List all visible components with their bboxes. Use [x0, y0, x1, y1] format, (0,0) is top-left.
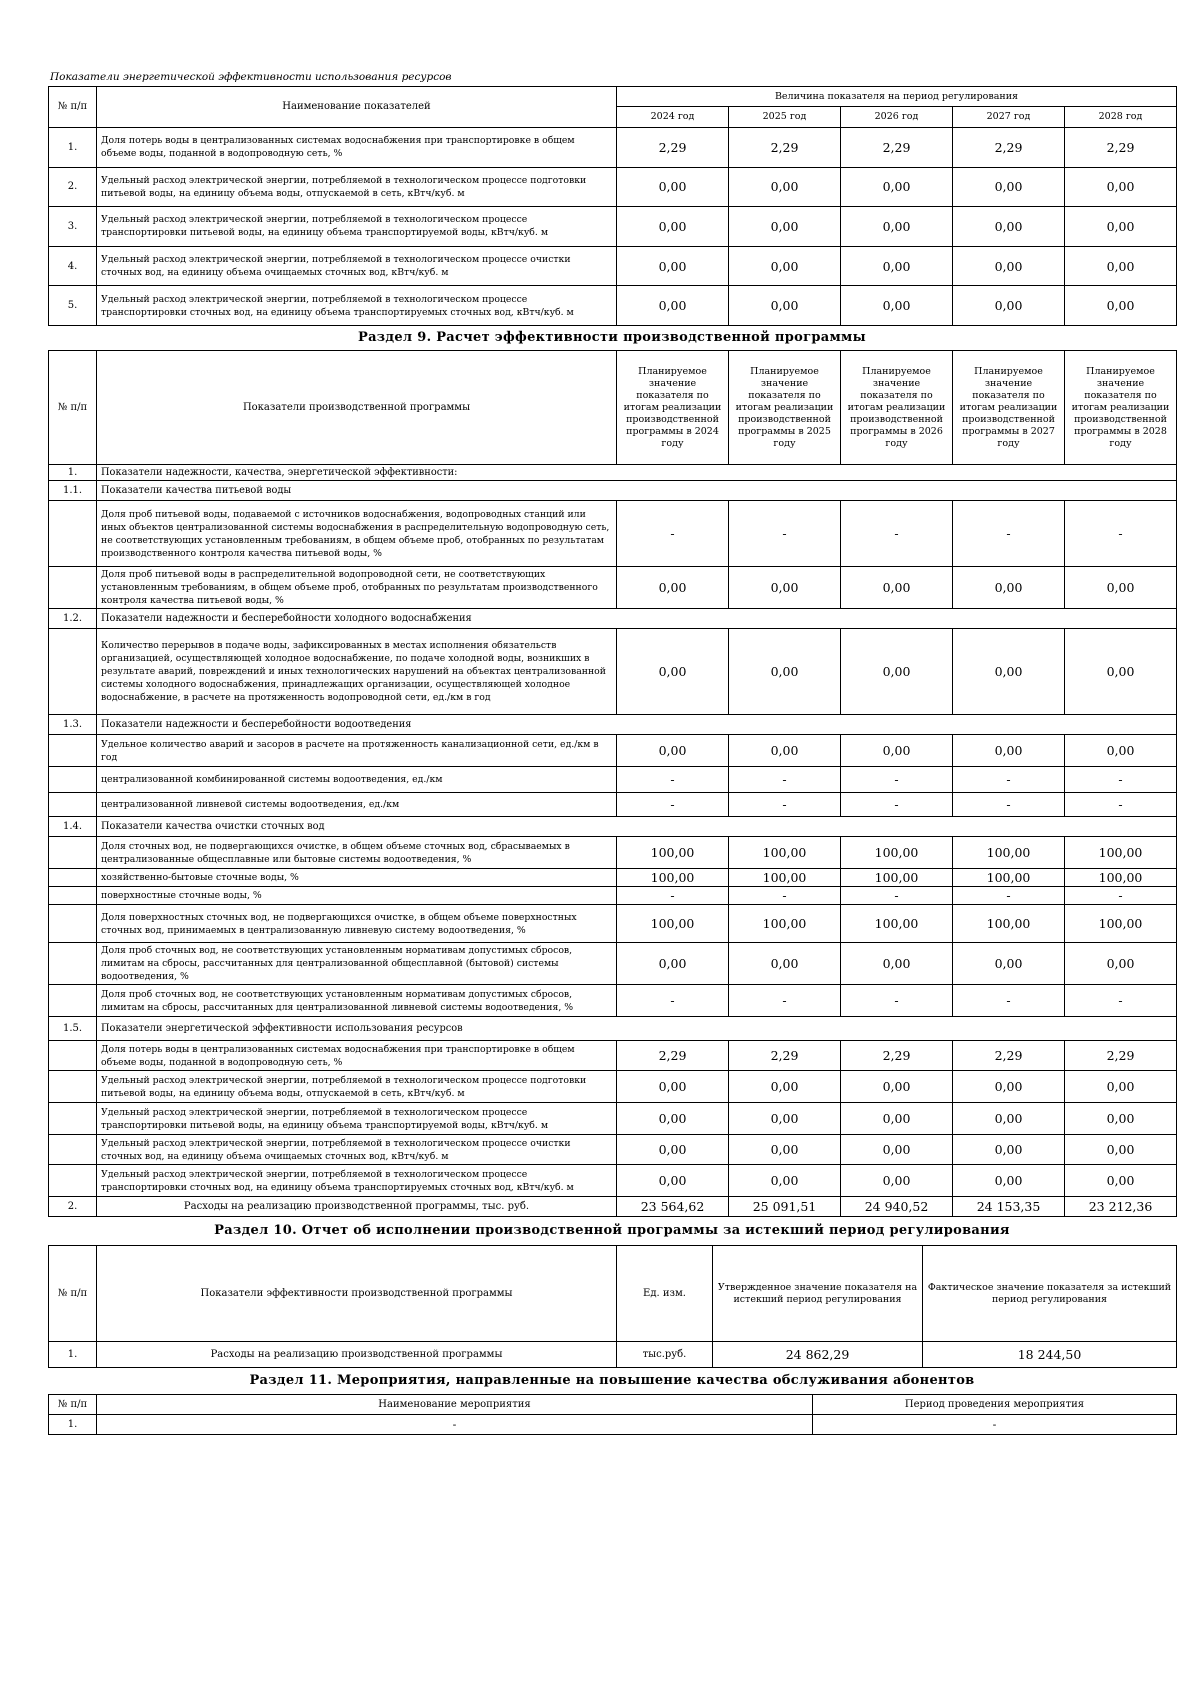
section-heading: Показатели энергетической эффективности использования ресурсов — [97, 1017, 1177, 1041]
row-text: Удельный расход электрической энергии, потребляемой в технологическом процессе очистки сточных вод, на единицу объема очищаемых сточных вод, кВтч/куб. м — [97, 1135, 617, 1165]
row-value: 0,00 — [953, 1071, 1065, 1103]
table-row — [49, 246, 1177, 286]
s10-header-actual: Фактическое значение показателя за истекший период регулирования — [923, 1246, 1177, 1342]
section11-table — [48, 1394, 1177, 1435]
row-value: - — [617, 501, 729, 567]
table-row — [49, 127, 1177, 167]
row-value: 0,00 — [1065, 735, 1177, 767]
row-num — [49, 1103, 97, 1135]
row-num: 1.1. — [49, 481, 97, 501]
section-heading: Показатели надежности и бесперебойности холодного водоснабжения — [97, 609, 1177, 629]
table-row — [49, 1197, 1177, 1217]
row-num — [49, 905, 97, 943]
row-num — [49, 501, 97, 567]
row-text: Доля потерь воды в централизованных системах водоснабжения при транспортировке в общем объеме воды, поданной в водопроводную сеть, % — [97, 127, 617, 167]
row-value: 0,00 — [729, 207, 841, 247]
header-year: 2024 год — [617, 107, 729, 127]
row-value: 0,00 — [841, 943, 953, 985]
row-num — [49, 1041, 97, 1071]
row-num: 1. — [49, 465, 97, 481]
row-value: 0,00 — [1065, 286, 1177, 326]
section-row — [49, 715, 1177, 735]
s9-header-name: Показатели производственной программы — [97, 351, 617, 465]
row-value: 0,00 — [729, 286, 841, 326]
row-num — [49, 567, 97, 609]
row-value: 2,29 — [953, 127, 1065, 167]
row-num: 2. — [49, 167, 97, 207]
row-value: 0,00 — [841, 1135, 953, 1165]
row-text: Доля проб питьевой воды, подаваемой с источников водоснабжения, водопроводных станций или иных объектов централизованной системы водоснабжения в распределительную водопроводную сеть, не соответствующих установленным требованиям, в общем объеме проб, отобранных по результатам производственного контроля качества питьевой воды, % — [97, 501, 617, 567]
row-value: 0,00 — [1065, 207, 1177, 247]
row-value: 100,00 — [729, 869, 841, 887]
row-value: - — [953, 887, 1065, 905]
table-row — [49, 767, 1177, 793]
table-row — [49, 1103, 1177, 1135]
row-value: - — [1065, 887, 1177, 905]
s10-row-name: Расходы на реализацию производственной программы — [97, 1342, 617, 1368]
s10-row-unit: тыс.руб. — [617, 1342, 713, 1368]
row-value: 0,00 — [841, 1071, 953, 1103]
row-num: 1. — [49, 127, 97, 167]
row-value: 2,29 — [841, 127, 953, 167]
row-num — [49, 1165, 97, 1197]
table-row — [49, 207, 1177, 247]
row-value: 0,00 — [1065, 167, 1177, 207]
row-value: - — [729, 767, 841, 793]
row-value: 100,00 — [1065, 837, 1177, 869]
row-value: - — [1065, 501, 1177, 567]
row-text: Удельное количество аварий и засоров в расчете на протяженность канализационной сети, ед./км в год — [97, 735, 617, 767]
row-value: 0,00 — [1065, 246, 1177, 286]
row-value: 0,00 — [617, 246, 729, 286]
row-num: 1.5. — [49, 1017, 97, 1041]
row-value: 0,00 — [729, 1071, 841, 1103]
row-value: 0,00 — [729, 943, 841, 985]
row-value: 0,00 — [1065, 1165, 1177, 1197]
row-value: - — [841, 985, 953, 1017]
row-num: 5. — [49, 286, 97, 326]
row-value: 0,00 — [1065, 1071, 1177, 1103]
row-text: Удельный расход электрической энергии, потребляемой в технологическом процессе подготовки питьевой воды, на единицу объема воды, отпускаемой в сеть, кВтч/куб. м — [97, 167, 617, 207]
row-value: 100,00 — [841, 905, 953, 943]
energy-efficiency-table — [48, 86, 1177, 326]
row-value: 0,00 — [729, 167, 841, 207]
row-value: - — [729, 793, 841, 817]
row-value: - — [729, 501, 841, 567]
table-row — [49, 793, 1177, 817]
row-value: - — [729, 985, 841, 1017]
row-value: 100,00 — [953, 837, 1065, 869]
row-value: 0,00 — [953, 246, 1065, 286]
row-value: 0,00 — [1065, 943, 1177, 985]
row-value: - — [841, 767, 953, 793]
row-value: 0,00 — [617, 567, 729, 609]
row-value: 0,00 — [841, 735, 953, 767]
section9-table — [48, 350, 1177, 1217]
row-value: 0,00 — [617, 735, 729, 767]
row-value: 0,00 — [729, 629, 841, 715]
row-value: - — [953, 793, 1065, 817]
row-value: 0,00 — [617, 207, 729, 247]
header-year: 2025 год — [729, 107, 841, 127]
s10-header-unit: Ед. изм. — [617, 1246, 713, 1342]
section-row — [49, 817, 1177, 837]
row-value: 0,00 — [617, 167, 729, 207]
row-text: централизованной ливневой системы водоотведения, ед./км — [97, 793, 617, 817]
row-value: - — [841, 501, 953, 567]
table-row — [49, 1135, 1177, 1165]
row-value: 0,00 — [953, 1165, 1065, 1197]
row-value: 0,00 — [617, 943, 729, 985]
s10-row-num: 1. — [49, 1342, 97, 1368]
section11-title: Раздел 11. Мероприятия, направленные на повышение качества обслуживания абонентов — [249, 1373, 975, 1388]
s9-header-col: Планируемое значение показателя по итогам реализации производственной программы в 2025 году — [729, 351, 841, 465]
row-value: 0,00 — [953, 1135, 1065, 1165]
row-value: 24 940,52 — [841, 1197, 953, 1217]
section-row — [49, 609, 1177, 629]
row-value: - — [617, 767, 729, 793]
row-num — [49, 767, 97, 793]
row-value: - — [953, 501, 1065, 567]
row-value: - — [953, 767, 1065, 793]
row-value: 0,00 — [841, 567, 953, 609]
row-text: Доля проб сточных вод, не соответствующих установленным нормативам допустимых сбросов, лимитам на сбросы, рассчитанных для централизованной ливневой системы водоотведения, % — [97, 985, 617, 1017]
table-row — [49, 1165, 1177, 1197]
row-text: централизованной комбинированной системы водоотведения, ед./км — [97, 767, 617, 793]
row-value: - — [729, 887, 841, 905]
row-num — [49, 1135, 97, 1165]
row-num: 1.4. — [49, 817, 97, 837]
row-text: Доля сточных вод, не подвергающихся очистке, в общем объеме сточных вод, сбрасываемых в централизованные общесплавные или бытовые системы водоотведения, % — [97, 837, 617, 869]
table-row — [49, 567, 1177, 609]
section10-title: Раздел 10. Отчет об исполнении производственной программы за истекший период регулирования — [214, 1223, 1010, 1238]
row-value: 100,00 — [617, 869, 729, 887]
s11-header-name: Наименование мероприятия — [97, 1395, 813, 1415]
s11-row-name: - — [97, 1415, 813, 1435]
section-heading: Показатели надежности и бесперебойности водоотведения — [97, 715, 1177, 735]
s11-header-period: Период проведения мероприятия — [813, 1395, 1177, 1415]
row-value: 0,00 — [617, 1103, 729, 1135]
row-num: 2. — [49, 1197, 97, 1217]
row-value: 0,00 — [729, 1165, 841, 1197]
row-value: 0,00 — [729, 567, 841, 609]
row-value: - — [841, 887, 953, 905]
row-value: 0,00 — [729, 1135, 841, 1165]
row-value: 0,00 — [841, 207, 953, 247]
table-row — [49, 167, 1177, 207]
row-value: 100,00 — [617, 837, 729, 869]
section-row — [49, 465, 1177, 481]
row-value: 0,00 — [841, 286, 953, 326]
table-row — [49, 905, 1177, 943]
energy-table-caption: Показатели энергетической эффективности использования ресурсов — [50, 71, 452, 83]
row-value: 24 153,35 — [953, 1197, 1065, 1217]
row-text: Удельный расход электрической энергии, потребляемой в технологическом процессе транспортировки питьевой воды, на единицу объема транспортируемой воды, кВтч/куб. м — [97, 207, 617, 247]
row-value: 100,00 — [617, 905, 729, 943]
row-value: 100,00 — [953, 905, 1065, 943]
section9-title: Раздел 9. Расчет эффективности производственной программы — [358, 330, 866, 345]
row-num: 1.2. — [49, 609, 97, 629]
row-text: хозяйственно-бытовые сточные воды, % — [97, 869, 617, 887]
table-row — [49, 869, 1177, 887]
row-num: 3. — [49, 207, 97, 247]
row-text: Доля потерь воды в централизованных системах водоснабжения при транспортировке в общем объеме воды, поданной в водопроводную сеть, % — [97, 1041, 617, 1071]
row-value: 0,00 — [953, 629, 1065, 715]
header-year: 2027 год — [953, 107, 1065, 127]
section-row — [49, 1017, 1177, 1041]
row-value: 0,00 — [953, 167, 1065, 207]
row-value: 100,00 — [1065, 869, 1177, 887]
row-text: Удельный расход электрической энергии, потребляемой в технологическом процессе подготовки питьевой воды, на единицу объема воды, отпускаемой в сеть, кВтч/куб. м — [97, 1071, 617, 1103]
row-text: Количество перерывов в подаче воды, зафиксированных в местах исполнения обязательств организацией, осуществляющей холодное водоснабжение, по подаче холодной воды, возникших в результате аварий, повреждений и иных технологических нарушений на объектах централизованной системы холодного водоснабжения, принадлежащих организации, осуществляющей холодное водоснабжение, в расчете на протяженность водопроводной сети, ед./км в год — [97, 629, 617, 715]
row-text: Удельный расход электрической энергии, потребляемой в технологическом процессе транспортировки сточных вод, на единицу объема транспортируемых сточных вод, кВтч/куб. м — [97, 286, 617, 326]
row-value: 0,00 — [729, 735, 841, 767]
row-text: Удельный расход электрической энергии, потребляемой в технологическом процессе транспортировки питьевой воды, на единицу объема транспортируемой воды, кВтч/куб. м — [97, 1103, 617, 1135]
s9-header-col: Планируемое значение показателя по итогам реализации производственной программы в 2028 году — [1065, 351, 1177, 465]
s11-row-period: - — [813, 1415, 1177, 1435]
section-heading: Показатели качества питьевой воды — [97, 481, 1177, 501]
row-value: - — [1065, 767, 1177, 793]
row-value: - — [617, 887, 729, 905]
document-page — [48, 68, 1176, 1435]
table-row — [49, 985, 1177, 1017]
header-num: № п/п — [49, 87, 97, 128]
row-value: 100,00 — [1065, 905, 1177, 943]
row-num: 4. — [49, 246, 97, 286]
s11-header-num: № п/п — [49, 1395, 97, 1415]
row-value: 0,00 — [1065, 1135, 1177, 1165]
row-value: 0,00 — [841, 1165, 953, 1197]
row-value: 25 091,51 — [729, 1197, 841, 1217]
row-value: 100,00 — [841, 869, 953, 887]
row-value: 2,29 — [953, 1041, 1065, 1071]
row-text: Удельный расход электрической энергии, потребляемой в технологическом процессе очистки сточных вод, на единицу объема очищаемых сточных вод, кВтч/куб. м — [97, 246, 617, 286]
row-num — [49, 629, 97, 715]
row-value: 100,00 — [841, 837, 953, 869]
table-row — [49, 286, 1177, 326]
table-row — [49, 887, 1177, 905]
row-value: 0,00 — [953, 735, 1065, 767]
s10-row-actual: 18 244,50 — [923, 1342, 1177, 1368]
section10-table — [48, 1245, 1177, 1368]
row-value: 0,00 — [953, 1103, 1065, 1135]
row-num — [49, 887, 97, 905]
row-value: - — [1065, 985, 1177, 1017]
row-value: - — [953, 985, 1065, 1017]
row-num — [49, 869, 97, 887]
table-row — [49, 1041, 1177, 1071]
table-row — [49, 1071, 1177, 1103]
row-text: поверхностные сточные воды, % — [97, 887, 617, 905]
header-group: Величина показателя на период регулирования — [617, 87, 1177, 107]
section-heading: Показатели надежности, качества, энергетической эффективности: — [97, 465, 1177, 481]
s9-header-col: Планируемое значение показателя по итогам реализации производственной программы в 2024 году — [617, 351, 729, 465]
s10-header-approved: Утвержденное значение показателя на истекший период регулирования — [713, 1246, 923, 1342]
row-value: 2,29 — [841, 1041, 953, 1071]
s9-header-col: Планируемое значение показателя по итогам реализации производственной программы в 2027 году — [953, 351, 1065, 465]
row-num — [49, 1071, 97, 1103]
row-value: 100,00 — [729, 837, 841, 869]
table-row — [49, 735, 1177, 767]
row-value: - — [617, 985, 729, 1017]
header-year: 2026 год — [841, 107, 953, 127]
row-value: 0,00 — [617, 1135, 729, 1165]
table-row — [49, 943, 1177, 985]
row-text: Доля поверхностных сточных вод, не подвергающихся очистке, в общем объеме поверхностных сточных вод, принимаемых в централизованную ливневую систему водоотведения, % — [97, 905, 617, 943]
row-value: 2,29 — [1065, 1041, 1177, 1071]
row-value: 0,00 — [1065, 629, 1177, 715]
row-value: 0,00 — [953, 943, 1065, 985]
section-row — [49, 481, 1177, 501]
row-value: 2,29 — [617, 1041, 729, 1071]
table-row — [49, 837, 1177, 869]
s10-header-num: № п/п — [49, 1246, 97, 1342]
row-value: - — [1065, 793, 1177, 817]
row-text: Доля проб питьевой воды в распределительной водопроводной сети, не соответствующих установленным требованиям, в общем объеме проб, отобранных по результатам производственного контроля качества питьевой воды, % — [97, 567, 617, 609]
table-row — [49, 629, 1177, 715]
row-value: 0,00 — [617, 286, 729, 326]
row-value: 0,00 — [617, 1071, 729, 1103]
row-text: Расходы на реализацию производственной программы, тыс. руб. — [97, 1197, 617, 1217]
row-text: Доля проб сточных вод, не соответствующих установленным нормативам допустимых сбросов, лимитам на сбросы, рассчитанных для централизованной общесплавной (бытовой) системы водоотведения, % — [97, 943, 617, 985]
row-value: 0,00 — [841, 1103, 953, 1135]
row-value: 2,29 — [729, 1041, 841, 1071]
row-value: 0,00 — [1065, 567, 1177, 609]
header-year: 2028 год — [1065, 107, 1177, 127]
row-value: 23 212,36 — [1065, 1197, 1177, 1217]
s10-row-approved: 24 862,29 — [713, 1342, 923, 1368]
row-value: - — [617, 793, 729, 817]
row-num — [49, 793, 97, 817]
s9-header-num: № п/п — [49, 351, 97, 465]
row-value: 0,00 — [1065, 1103, 1177, 1135]
s9-header-col: Планируемое значение показателя по итогам реализации производственной программы в 2026 году — [841, 351, 953, 465]
row-num — [49, 943, 97, 985]
row-num — [49, 735, 97, 767]
row-value: 0,00 — [729, 1103, 841, 1135]
row-value: 0,00 — [729, 246, 841, 286]
row-value: 23 564,62 — [617, 1197, 729, 1217]
s10-header-name: Показатели эффективности производственной программы — [97, 1246, 617, 1342]
row-value: 0,00 — [617, 1165, 729, 1197]
row-num — [49, 837, 97, 869]
row-value: 0,00 — [841, 246, 953, 286]
row-value: 0,00 — [953, 207, 1065, 247]
row-value: 2,29 — [1065, 127, 1177, 167]
row-value: 100,00 — [953, 869, 1065, 887]
row-num: 1.3. — [49, 715, 97, 735]
row-value: 100,00 — [729, 905, 841, 943]
row-value: 0,00 — [953, 567, 1065, 609]
table-row — [49, 501, 1177, 567]
row-text: Удельный расход электрической энергии, потребляемой в технологическом процессе транспортировки сточных вод, на единицу объема транспортируемых сточных вод, кВтч/куб. м — [97, 1165, 617, 1197]
s11-row-num: 1. — [49, 1415, 97, 1435]
row-value: 2,29 — [729, 127, 841, 167]
row-value: - — [841, 793, 953, 817]
row-value: 2,29 — [617, 127, 729, 167]
row-value: 0,00 — [841, 167, 953, 207]
section-heading: Показатели качества очистки сточных вод — [97, 817, 1177, 837]
row-value: 0,00 — [841, 629, 953, 715]
row-value: 0,00 — [617, 629, 729, 715]
row-value: 0,00 — [953, 286, 1065, 326]
row-num — [49, 985, 97, 1017]
header-name: Наименование показателей — [97, 87, 617, 128]
